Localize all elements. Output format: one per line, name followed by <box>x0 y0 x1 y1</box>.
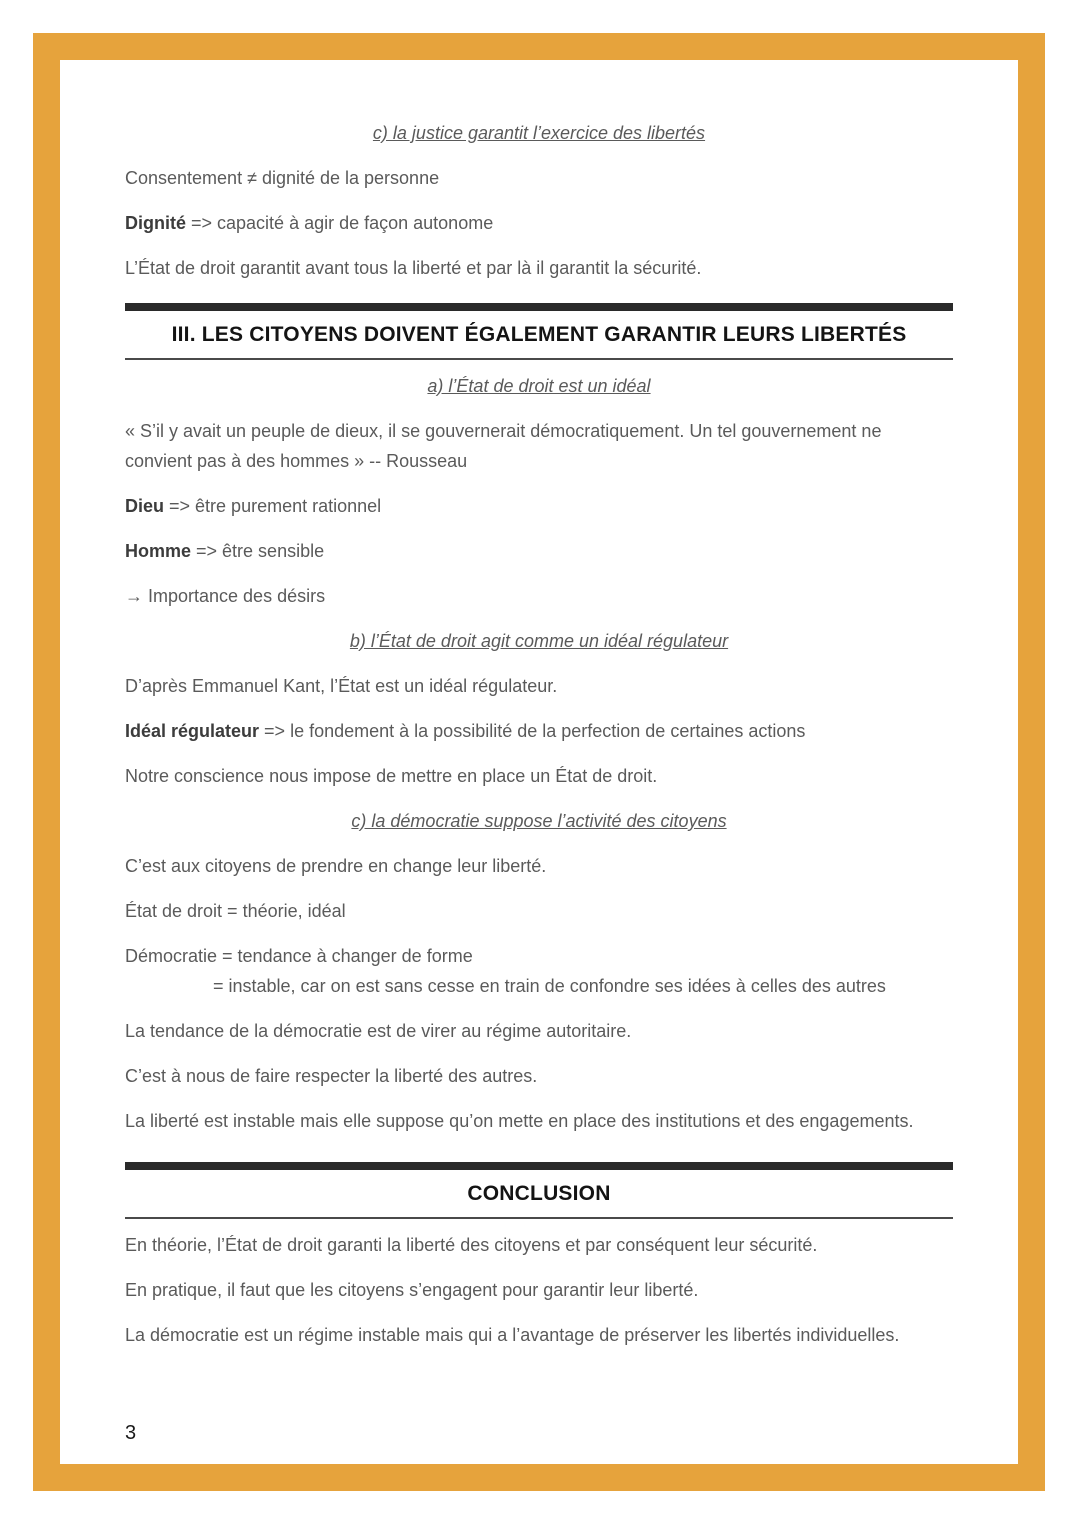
page-number: 3 <box>125 1422 137 1444</box>
paragraph-respecter-liberte: C’est à nous de faire respecter la liberté des autres. <box>125 1066 538 1086</box>
definition-dieu-text: => être purement rationnel <box>164 496 382 516</box>
section-title-conclusion: CONCLUSION <box>125 1162 953 1219</box>
term-dieu: Dieu <box>125 496 165 516</box>
definition-ideal-regulateur-text: => le fondement à la possibilité de la perfection de certaines actions <box>259 721 806 741</box>
term-ideal-regulateur: Idéal régulateur <box>125 721 260 741</box>
quote-rousseau: « S’il y avait un peuple de dieux, il se gouvernerait démocratiquement. Un tel gouvernement ne convient pas à des hommes » -- Rousseau <box>125 421 882 471</box>
paragraph-consentement: Consentement ≠ dignité de la personne <box>125 168 440 188</box>
paragraph-conscience: Notre conscience nous impose de mettre en place un État de droit. <box>125 766 658 786</box>
definition-homme-text: => être sensible <box>191 541 325 561</box>
subheading-b-regulateur: b) l’État de droit agit comme un idéal régulateur <box>349 631 729 651</box>
section-title-iii: III. LES CITOYENS DOIVENT ÉGALEMENT GARANTIR LEURS LIBERTÉS <box>125 303 953 360</box>
definition-dignite-text: => capacité à agir de façon autonome <box>186 213 494 233</box>
definition-ideal-regulateur <box>125 716 953 746</box>
paragraph-liberte-instable: La liberté est instable mais elle suppose qu’on mette en place des institutions et des engagements. <box>125 1111 914 1131</box>
page-border-frame <box>33 33 1045 1491</box>
subheading-c-democratie: c) la démocratie suppose l’activité des citoyens <box>351 811 727 831</box>
definition-dignite <box>125 208 953 238</box>
term-homme: Homme <box>125 541 192 561</box>
definition-dieu <box>125 491 953 521</box>
democratie-line-1: Démocratie = tendance à changer de forme <box>125 946 473 966</box>
paragraph-tendance-autoritaire: La tendance de la démocratie est de virer au régime autoritaire. <box>125 1021 632 1041</box>
page-content <box>60 60 1018 1446</box>
paragraph-citoyens-liberte: C’est aux citoyens de prendre en change leur liberté. <box>125 856 547 876</box>
arrow-note-desirs: → Importance des désirs <box>125 586 326 606</box>
democratie-line-2: = instable, car on est sans cesse en train de confondre ses idées à celles des autres <box>213 976 886 996</box>
paragraph-democratie-forme <box>125 941 953 1001</box>
term-dignite: Dignité <box>125 213 186 233</box>
paragraph-conclusion-theorie: En théorie, l’État de droit garanti la liberté des citoyens et par conséquent leur sécurité. <box>125 1235 818 1255</box>
paragraph-etat-theorie: État de droit = théorie, idéal <box>125 901 346 921</box>
paragraph-conclusion-democratie: La démocratie est un régime instable mais qui a l’avantage de préserver les libertés individuelles. <box>125 1325 900 1345</box>
subheading-a-ideal: a) l’État de droit est un idéal <box>427 376 651 396</box>
paragraph-conclusion-pratique: En pratique, il faut que les citoyens s’engagent pour garantir leur liberté. <box>125 1280 699 1300</box>
definition-homme <box>125 536 953 566</box>
paragraph-kant: D’après Emmanuel Kant, l’État est un idéal régulateur. <box>125 676 558 696</box>
subheading-c-justice: c) la justice garantit l’exercice des libertés <box>372 123 706 143</box>
paragraph-etat-garantit: L’État de droit garantit avant tous la liberté et par là il garantit la sécurité. <box>125 258 702 278</box>
